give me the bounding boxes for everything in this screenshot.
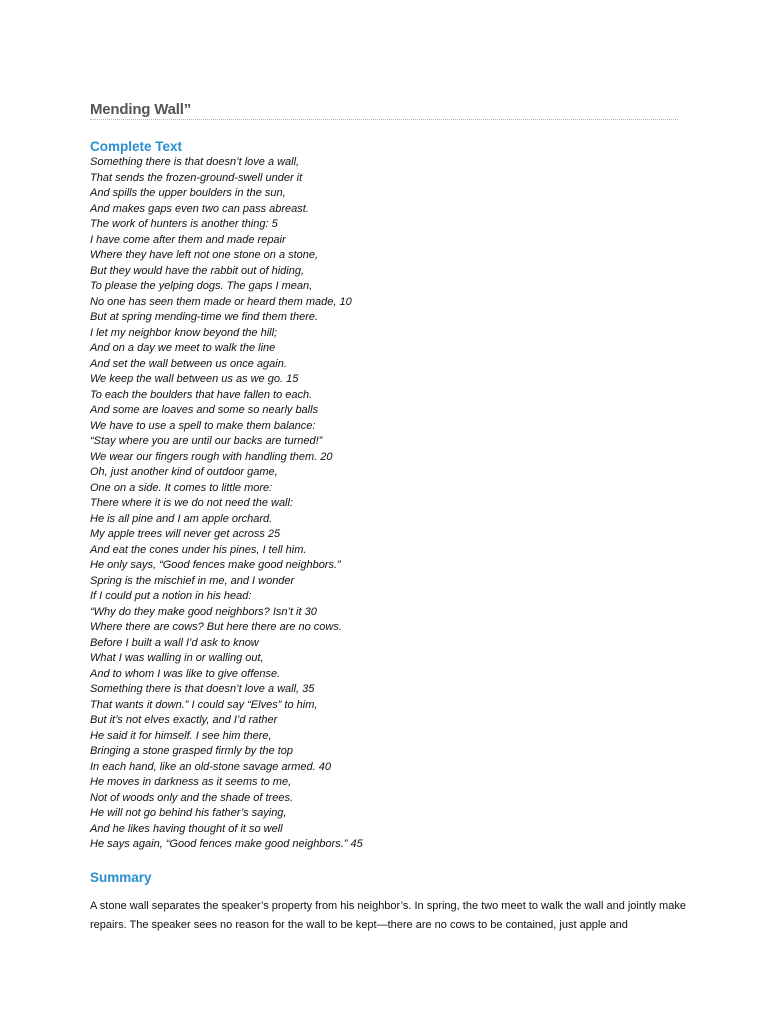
poem-line: If I could put a notion in his head: bbox=[90, 590, 252, 602]
poem-line: Before I built a wall I’d ask to know bbox=[90, 636, 259, 649]
poem-line: He says again, “Good fences make good neighbors.” 45 bbox=[90, 838, 363, 850]
poem-line: Spring is the mischief in me, and I wonder bbox=[90, 574, 295, 587]
poem-line: We keep the wall between us as we go. 15 bbox=[90, 373, 299, 385]
poem-line: He said it for himself. I see him there, bbox=[90, 729, 272, 742]
poem-line: That sends the frozen-ground-swell under it bbox=[90, 171, 303, 184]
poem-line: I have come after them and made repair bbox=[90, 233, 286, 246]
poem-line: My apple trees will never get across 25 bbox=[90, 528, 281, 540]
summary-heading: Summary bbox=[90, 870, 152, 885]
poem-line: The work of hunters is another thing: 5 bbox=[90, 218, 278, 230]
poem-line: But it’s not elves exactly, and I’d rather bbox=[90, 714, 278, 726]
poem-line: One on a side. It comes to little more: bbox=[90, 481, 273, 494]
poem-line: And spills the upper boulders in the sun, bbox=[90, 187, 286, 199]
poem-line: And some are loaves and some so nearly balls bbox=[90, 404, 319, 416]
poem-text bbox=[90, 155, 363, 853]
summary-paragraph: A stone wall separates the speaker’s property from his neighbor’s. In spring, the two meet to walk the wall and jointly make repairs. The speaker sees no reason for the wall to be kept—there are no cows to be contained, just apple and bbox=[90, 900, 686, 931]
poem-line: He only says, “Good fences make good neighbors.” bbox=[90, 559, 341, 571]
poem-line: He is all pine and I am apple orchard. bbox=[90, 512, 273, 525]
poem-line: And he likes having thought of it so well bbox=[90, 822, 283, 835]
poem-line: Something there is that doesn’t love a wall, bbox=[90, 156, 300, 168]
poem-line: In each hand, like an old-stone savage armed. 40 bbox=[90, 760, 331, 773]
poem-line: And makes gaps even two can pass abreast. bbox=[90, 202, 309, 215]
poem-line: What I was walling in or walling out, bbox=[90, 652, 264, 664]
complete-text-heading: Complete Text bbox=[90, 139, 183, 154]
poem-line: To please the yelping dogs. The gaps I mean, bbox=[90, 280, 313, 292]
poem-line: Something there is that doesn’t love a wall, 35 bbox=[90, 683, 315, 695]
poem-line: Oh, just another kind of outdoor game, bbox=[90, 466, 278, 478]
poem-line: But they would have the rabbit out of hiding, bbox=[90, 264, 305, 277]
poem-line: “Stay where you are until our backs are turned!” bbox=[90, 435, 323, 447]
poem-line: To each the boulders that have fallen to each. bbox=[90, 388, 313, 401]
poem-line: I let my neighbor know beyond the hill; bbox=[90, 326, 278, 339]
title-divider bbox=[90, 119, 678, 120]
poem-line: Not of woods only and the shade of trees. bbox=[90, 791, 294, 804]
document-title: Mending Wall” bbox=[90, 101, 192, 118]
poem-line: And eat the cones under his pines, I tell him. bbox=[90, 543, 307, 556]
poem-line: And on a day we meet to walk the line bbox=[90, 342, 276, 354]
poem-line: And set the wall between us once again. bbox=[90, 357, 287, 370]
poem-line: Bringing a stone grasped firmly by the top bbox=[90, 745, 294, 757]
poem-line: “Why do they make good neighbors? Isn’t it 30 bbox=[90, 605, 317, 618]
poem-line: That wants it down.” I could say “Elves” to him, bbox=[90, 698, 318, 711]
poem-line: Where they have left not one stone on a stone, bbox=[90, 249, 319, 261]
poem-line: We have to use a spell to make them balance: bbox=[90, 419, 316, 432]
poem-line: There where it is we do not need the wall: bbox=[90, 497, 294, 509]
poem-line: He will not go behind his father’s saying, bbox=[90, 807, 287, 819]
poem-line: We wear our fingers rough with handling them. 20 bbox=[90, 450, 333, 463]
poem-line: Where there are cows? But here there are no cows. bbox=[90, 621, 342, 633]
poem-line: No one has seen them made or heard them made, 10 bbox=[90, 295, 352, 308]
poem-line: But at spring mending-time we find them there. bbox=[90, 311, 319, 323]
poem-line: And to whom I was like to give offense. bbox=[90, 667, 281, 680]
poem-line: He moves in darkness as it seems to me, bbox=[90, 776, 292, 788]
